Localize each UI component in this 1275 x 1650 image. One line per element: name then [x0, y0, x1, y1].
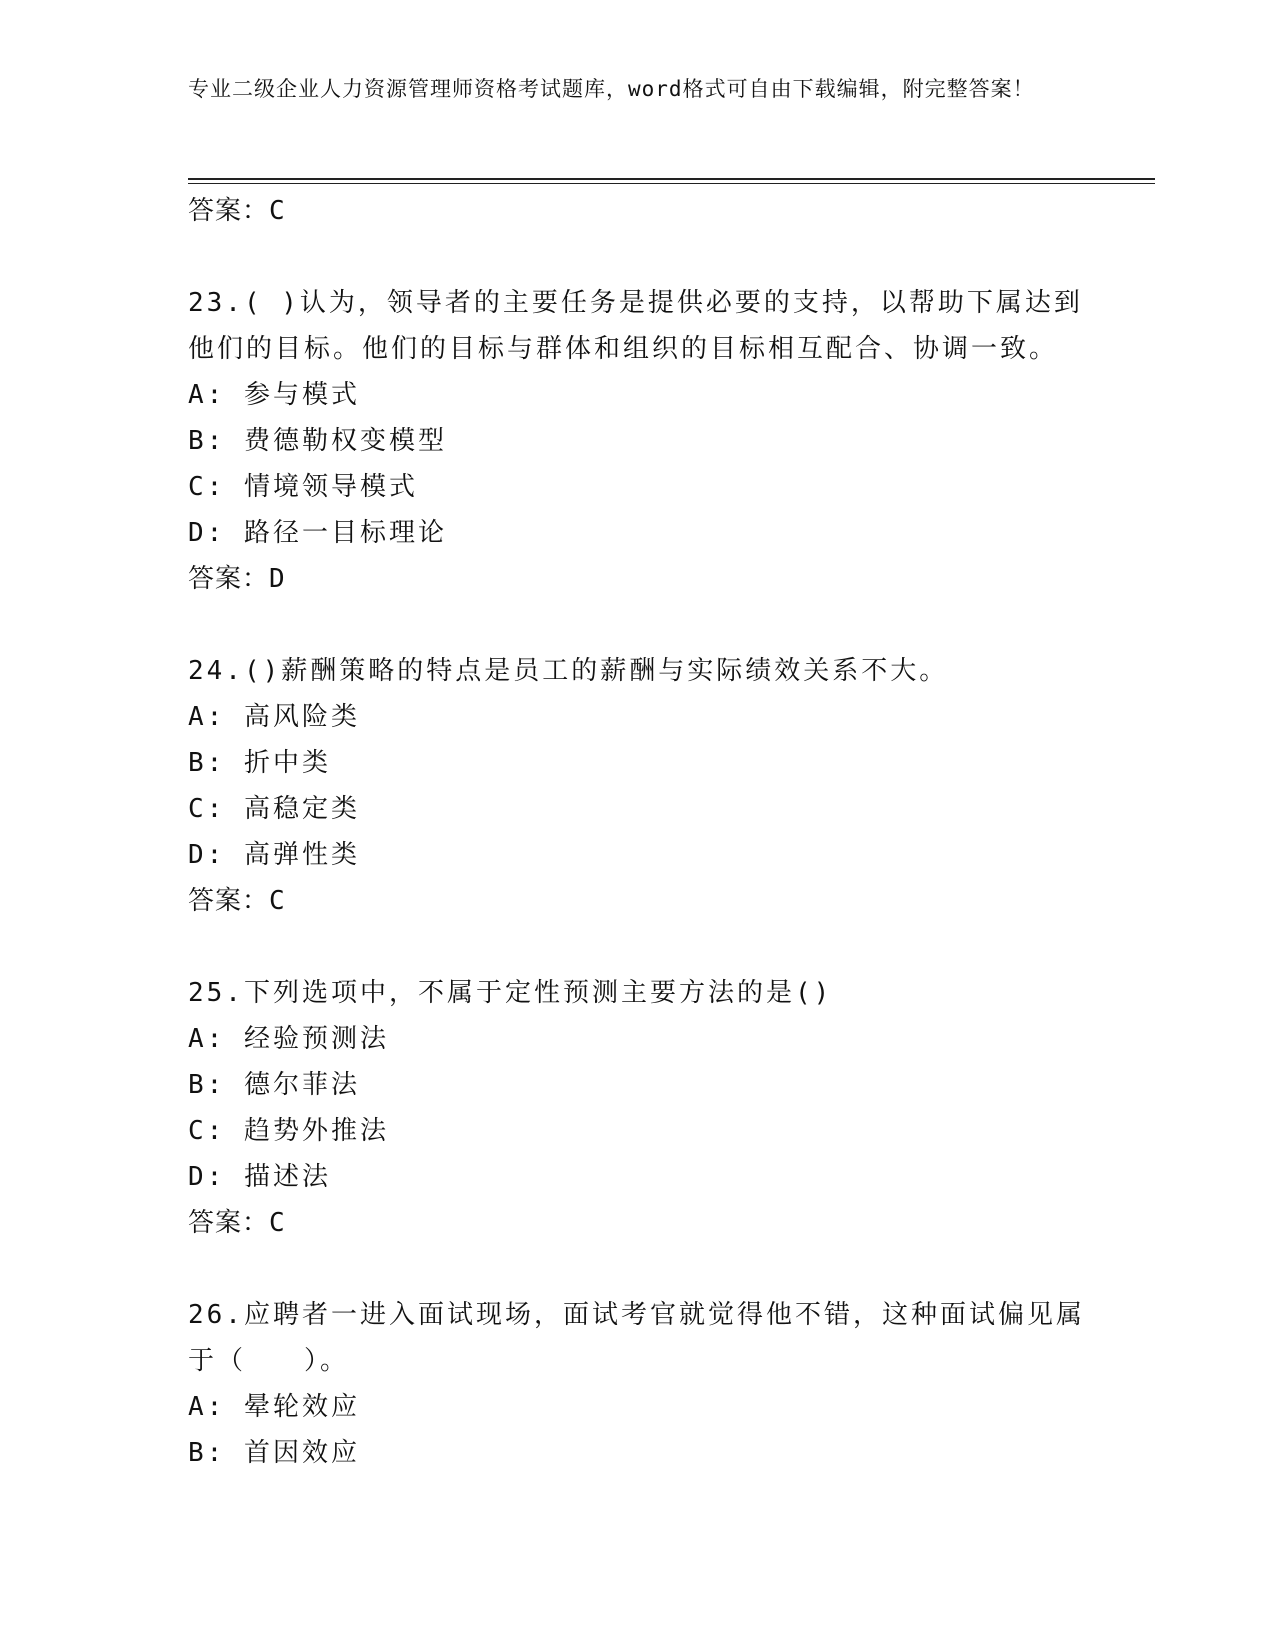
- answer-line: [188, 556, 1088, 602]
- answer-label: 答案：: [188, 886, 270, 916]
- option-d: D: 高弹性类: [188, 840, 360, 870]
- option-a: A: 参与模式: [188, 380, 360, 410]
- answer-line: [188, 188, 1088, 234]
- option-b: B: 费德勒权变模型: [188, 426, 447, 456]
- option-c: C: 趋势外推法: [188, 1116, 389, 1146]
- header-divider-thin: [188, 183, 1155, 184]
- header-divider-thick: [188, 178, 1155, 180]
- answer-label: 答案：: [188, 564, 270, 594]
- question-list: [188, 188, 1088, 1476]
- spacer: [188, 602, 1088, 648]
- answer-value: C: [269, 196, 286, 226]
- option-d: D: 路径一目标理论: [188, 518, 447, 548]
- answer-value: C: [269, 1208, 286, 1238]
- question-block: [188, 970, 1088, 1246]
- option-a: A: 经验预测法: [188, 1024, 389, 1054]
- question-text-line: 25.下列选项中，不属于定性预测主要方法的是(): [188, 978, 833, 1008]
- question-block: [188, 648, 1088, 924]
- option-a: A: 高风险类: [188, 702, 360, 732]
- answer-line: [188, 1200, 1088, 1246]
- header-note: 专业二级企业人力资源管理师资格考试题库，word格式可自由下载编辑，附完整答案！: [188, 77, 1035, 101]
- spacer: [188, 1246, 1088, 1292]
- option-c: C: 高稳定类: [188, 794, 360, 824]
- spacer: [188, 234, 1088, 280]
- option-b: B: 折中类: [188, 748, 331, 778]
- option-a: A: 晕轮效应: [188, 1392, 360, 1422]
- question-text-line: 于（ ）。: [188, 1346, 350, 1376]
- answer-value: D: [269, 564, 286, 594]
- answer-label: 答案：: [188, 196, 270, 226]
- question-text-line: 24.()薪酬策略的特点是员工的薪酬与实际绩效关系不大。: [188, 656, 949, 686]
- spacer: [188, 924, 1088, 970]
- answer-value: C: [269, 886, 286, 916]
- option-c: C: 情境领导模式: [188, 472, 418, 502]
- question-text-line: 23.( )认为，领导者的主要任务是提供必要的支持，以帮助下属达到: [188, 288, 1083, 318]
- answer-label: 答案：: [188, 1208, 270, 1238]
- option-d: D: 描述法: [188, 1162, 331, 1192]
- question-block: [188, 280, 1088, 602]
- question-text-line: 他们的目标。他们的目标与群体和组织的目标相互配合、协调一致。: [188, 334, 1059, 364]
- question-text-line: 26.应聘者一进入面试现场，面试考官就觉得他不错，这种面试偏见属: [188, 1300, 1085, 1330]
- question-block: [188, 1292, 1088, 1476]
- answer-line: [188, 878, 1088, 924]
- option-b: B: 首因效应: [188, 1438, 360, 1468]
- option-b: B: 德尔菲法: [188, 1070, 360, 1100]
